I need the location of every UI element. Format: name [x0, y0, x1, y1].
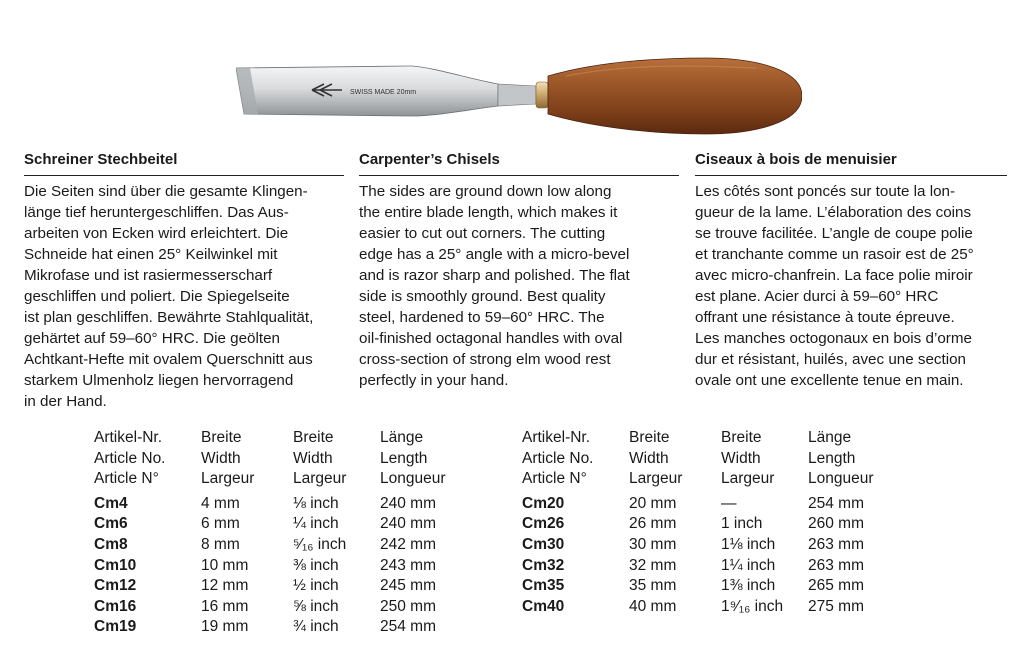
table-row: [94, 597, 470, 618]
header-cell: Article N°: [94, 470, 159, 488]
length: 250 mm: [380, 597, 436, 615]
length: 242 mm: [380, 535, 436, 553]
header-cell: Length: [808, 449, 856, 467]
width-mm: 20 mm: [629, 494, 677, 512]
article-number: Cm35: [522, 577, 565, 595]
width-mm: 8 mm: [201, 535, 240, 553]
header-cell: Width: [201, 449, 241, 467]
blade-marking-text: SWISS MADE 20mm: [350, 89, 417, 96]
description-english: The sides are ground down low along the entire blade length, which makes it easier to cut out corners. The cutting edge has a 25° angle with a micro-bevel and is razor sharp and polished. The flat side is smoothly ground. Best quality steel, hardened to 59–60° HRC. The oil-finished octagonal handles with oval cross-section of strong elm wood rest perfectly in your hand.: [359, 183, 630, 389]
heading-german: Schreiner Stechbeitel: [24, 150, 344, 176]
article-number: Cm19: [94, 618, 137, 636]
column-french: [695, 150, 1007, 391]
width-mm: 4 mm: [201, 494, 240, 512]
table-header-row: [522, 428, 898, 449]
spec-table-left: [94, 428, 470, 638]
length: 275 mm: [808, 597, 864, 615]
width-inch: ⁵⁄₁₆ inch: [293, 535, 347, 553]
length: 254 mm: [808, 494, 864, 512]
width-inch: —: [721, 494, 737, 512]
width-inch: ¾ inch: [293, 618, 339, 636]
header-cell: Länge: [380, 429, 424, 446]
width-mm: 26 mm: [629, 515, 677, 533]
length: 263 mm: [808, 556, 864, 574]
width-mm: 30 mm: [629, 535, 677, 553]
table-row: [522, 494, 898, 515]
table-row: [522, 597, 898, 618]
article-number: Cm30: [522, 535, 565, 553]
table-header-row: [94, 469, 470, 494]
header-cell: Breite: [293, 429, 334, 446]
heading-french: Ciseaux à bois de menuisier: [695, 150, 1007, 176]
header-cell: Largeur: [629, 470, 683, 488]
length: 265 mm: [808, 577, 864, 595]
header-cell: Longueur: [808, 470, 874, 488]
header-cell: Article N°: [522, 470, 587, 488]
length: 254 mm: [380, 618, 436, 636]
table-row: [522, 576, 898, 597]
table-row: [94, 494, 470, 515]
length: 245 mm: [380, 577, 436, 595]
table-header-row: [522, 449, 898, 470]
width-inch: 1¼ inch: [721, 556, 776, 574]
article-number: Cm16: [94, 597, 137, 615]
article-number: Cm6: [94, 515, 128, 533]
header-cell: Article No.: [522, 449, 594, 467]
description-french: Les côtés sont poncés sur toute la lon- gueur de la lame. L’élaboration des coins se trouve facilitée. L’angle de coupe polie et tranchante comme un rasoir est de 25° avec micro-chanfrein. La face polie miroir est plane. Acier durci à 59–60° HRC offrant une résistance à toute épreuve. Les manches octogonaux en bois d’orme dur et résistant, huilés, avec une section ovale ont une excellente tenue en main.: [695, 183, 974, 389]
article-number: Cm12: [94, 577, 137, 595]
header-cell: Artikel-Nr.: [94, 429, 163, 446]
width-mm: 16 mm: [201, 597, 249, 615]
header-cell: Longueur: [380, 470, 446, 488]
length: 260 mm: [808, 515, 864, 533]
table-row: [94, 514, 470, 535]
width-mm: 6 mm: [201, 515, 240, 533]
table-row: [94, 535, 470, 556]
heading-english: Carpenter’s Chisels: [359, 150, 679, 176]
header-cell: Länge: [808, 429, 852, 446]
column-english: [359, 150, 679, 391]
article-number: Cm10: [94, 556, 137, 574]
width-inch: ½ inch: [293, 577, 339, 595]
chisel-product-image: [236, 52, 802, 142]
column-german: [24, 150, 344, 412]
length: 263 mm: [808, 535, 864, 553]
table-header-row: [94, 449, 470, 470]
width-mm: 35 mm: [629, 577, 677, 595]
article-number: Cm8: [94, 535, 128, 553]
header-cell: Width: [721, 449, 761, 467]
header-cell: Length: [380, 449, 428, 467]
length: 240 mm: [380, 515, 436, 533]
width-inch: 1⁹⁄₁₆ inch: [721, 597, 784, 615]
width-inch: 1⅜ inch: [721, 577, 776, 595]
table-row: [522, 514, 898, 535]
header-cell: Breite: [629, 429, 670, 446]
header-cell: Width: [629, 449, 669, 467]
header-cell: Largeur: [293, 470, 347, 488]
header-cell: Largeur: [201, 470, 255, 488]
header-cell: Largeur: [721, 470, 775, 488]
width-inch: ⅝ inch: [293, 597, 339, 615]
table-row: [522, 556, 898, 577]
table-row: [522, 535, 898, 556]
header-cell: Breite: [201, 429, 242, 446]
width-mm: 40 mm: [629, 597, 677, 615]
header-cell: Breite: [721, 429, 762, 446]
article-number: Cm20: [522, 494, 565, 512]
width-inch: 1 inch: [721, 515, 763, 533]
width-inch: ⅜ inch: [293, 556, 339, 574]
width-inch: ¼ inch: [293, 515, 339, 533]
width-mm: 32 mm: [629, 556, 677, 574]
width-mm: 10 mm: [201, 556, 249, 574]
article-number: Cm26: [522, 515, 565, 533]
spec-table-right: [522, 428, 898, 617]
width-inch: ⅛ inch: [293, 494, 339, 512]
table-header-row: [94, 428, 470, 449]
description-german: Die Seiten sind über die gesamte Klingen- länge tief heruntergeschliffen. Das Aus- arbeiten von Ecken wird erleichtert. Die Schneide hat einen 25° Keilwinkel mit Mikrofase und ist rasiermesserscharf geschliffen und poliert. Die Spiegelseite ist plan geschliffen. Bewährte Stahlqualität, gehärtet auf 59–60° HRC. Die geölten Achtkant-Hefte mit ovalem Querschnitt aus starkem Ulmenholz liegen hervorragend in der Hand.: [24, 183, 314, 410]
table-row: [94, 556, 470, 577]
table-row: [94, 617, 470, 638]
header-cell: Artikel-Nr.: [522, 429, 591, 446]
width-inch: 1⅛ inch: [721, 535, 776, 553]
table-header-row: [522, 469, 898, 494]
article-number: Cm40: [522, 597, 565, 615]
width-mm: 19 mm: [201, 618, 249, 636]
width-mm: 12 mm: [201, 577, 249, 595]
article-number: Cm4: [94, 494, 128, 512]
header-cell: Article No.: [94, 449, 166, 467]
article-number: Cm32: [522, 556, 565, 574]
header-cell: Width: [293, 449, 333, 467]
length: 240 mm: [380, 494, 436, 512]
length: 243 mm: [380, 556, 436, 574]
table-row: [94, 576, 470, 597]
